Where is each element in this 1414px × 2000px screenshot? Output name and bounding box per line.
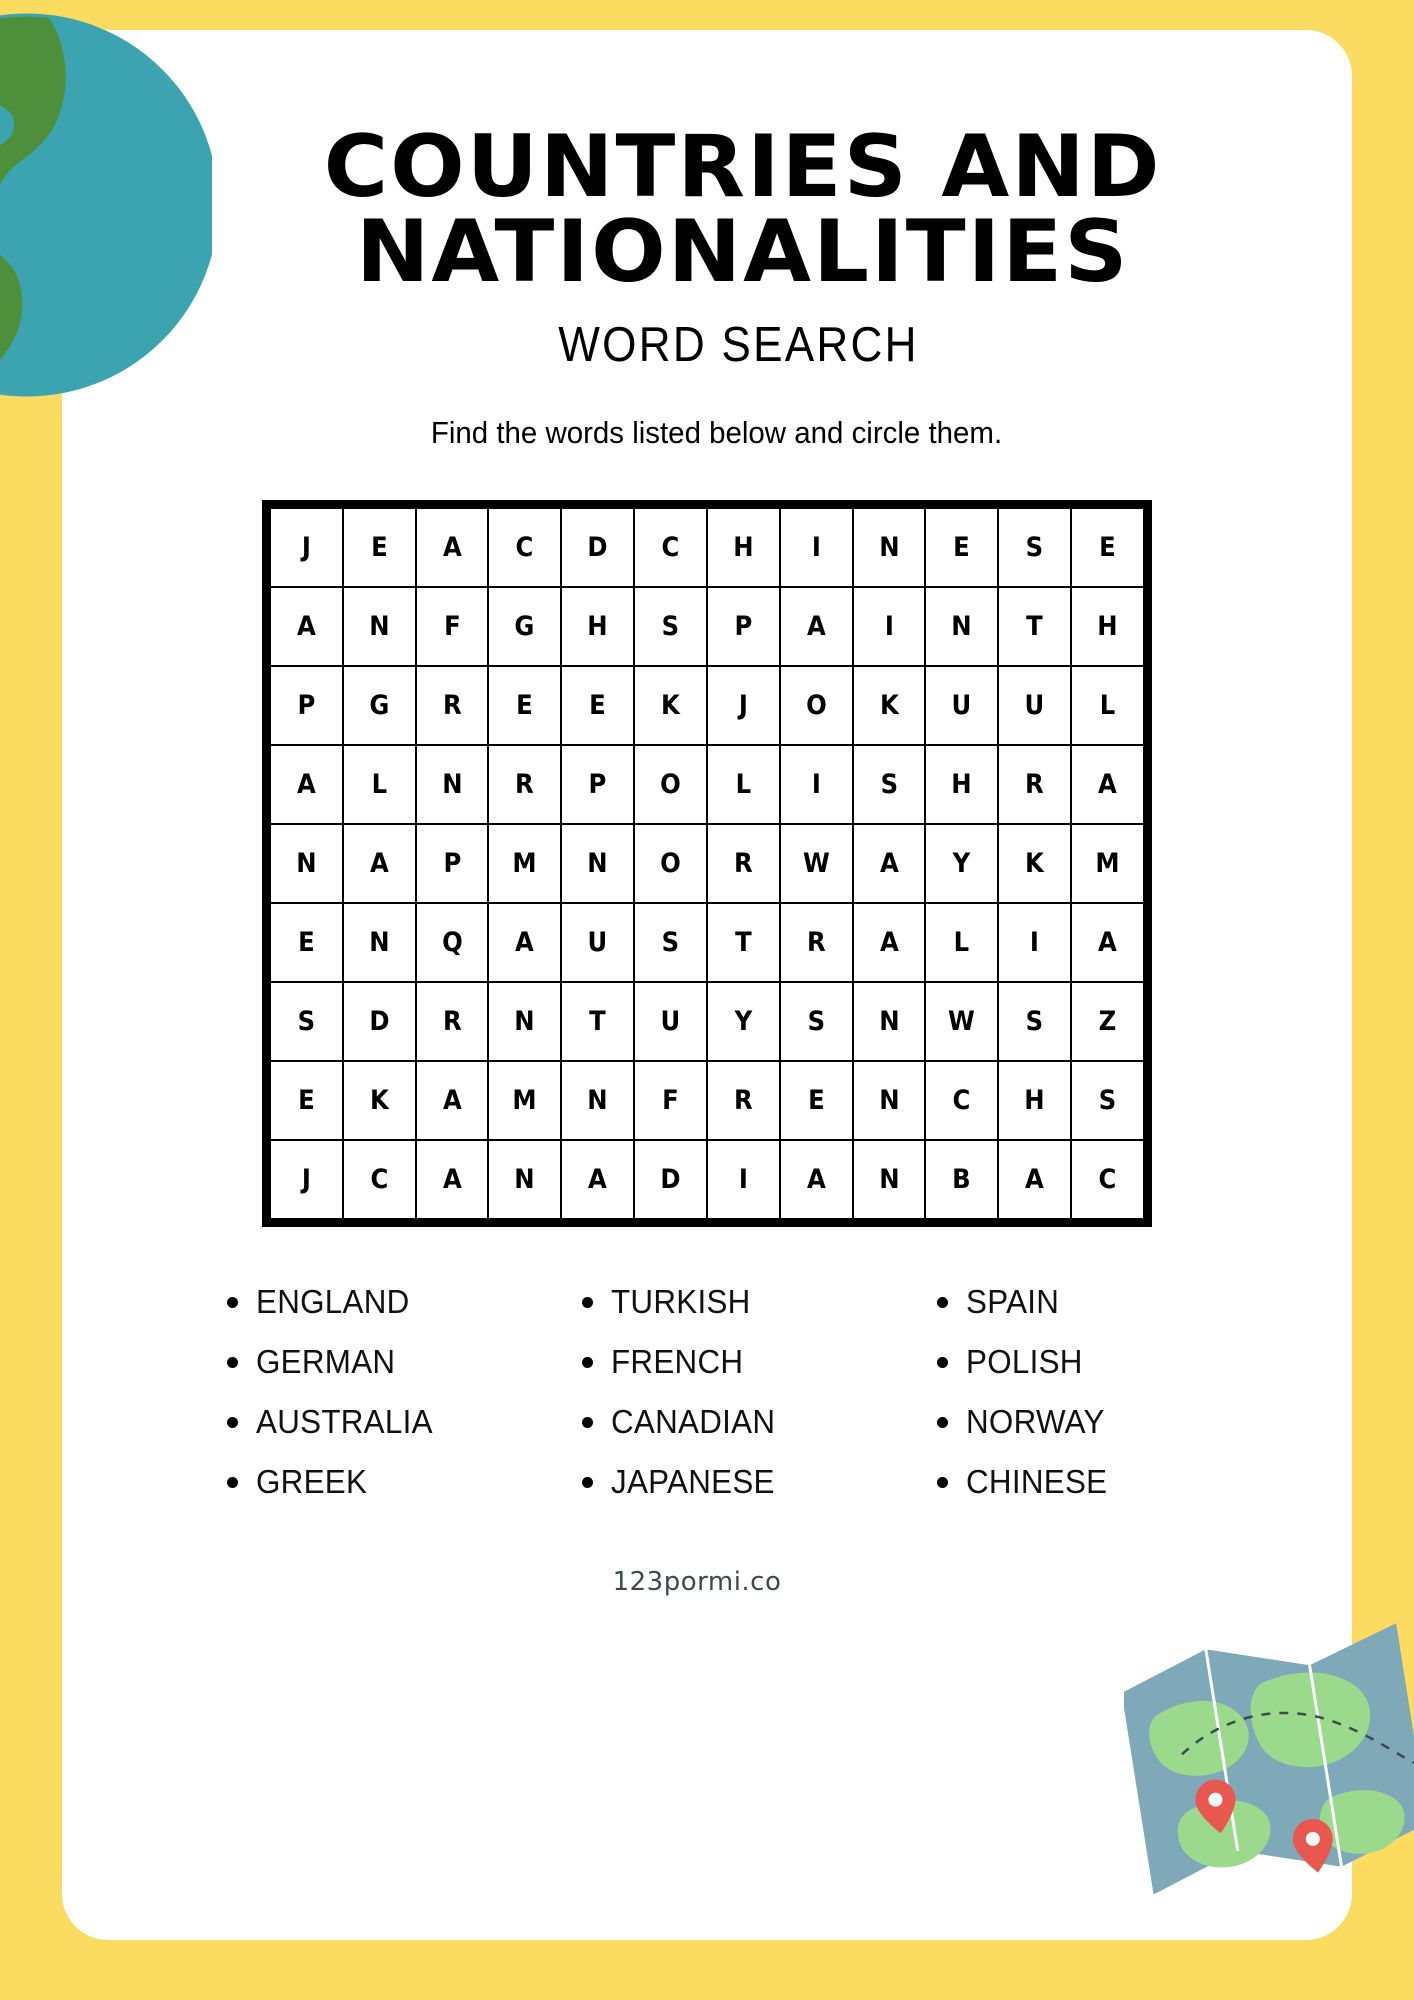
grid-cell[interactable]: P	[711, 587, 777, 666]
grid-cell[interactable]: Y	[711, 982, 777, 1061]
page-subtitle: WORD SEARCH	[558, 318, 919, 373]
grid-cell[interactable]: O	[638, 824, 704, 903]
grid-cell[interactable]: C	[346, 1140, 412, 1219]
grid-cell[interactable]: E	[274, 1061, 340, 1140]
grid-cell[interactable]: F	[419, 587, 485, 666]
grid-cell[interactable]: N	[856, 1140, 922, 1219]
grid-cell[interactable]: S	[1075, 1061, 1141, 1140]
grid-cell[interactable]: K	[856, 666, 922, 745]
grid-cell[interactable]: C	[638, 508, 704, 587]
grid-row	[270, 1061, 1144, 1140]
grid-cell[interactable]: H	[711, 508, 777, 587]
grid-cell[interactable]: A	[274, 745, 340, 824]
word-list-item[interactable]: GERMAN	[227, 1343, 477, 1381]
grid-cell[interactable]: W	[929, 982, 995, 1061]
grid-cell[interactable]: A	[1002, 1140, 1068, 1219]
grid-cell[interactable]: C	[929, 1061, 995, 1140]
grid-cell[interactable]: M	[492, 824, 558, 903]
grid-row	[270, 903, 1144, 982]
word-list-item[interactable]: CANADIAN	[582, 1403, 832, 1441]
grid-cell[interactable]: U	[565, 903, 631, 982]
grid-cell[interactable]: R	[419, 666, 485, 745]
word-list-item[interactable]: GREEK	[227, 1463, 477, 1501]
grid-cell[interactable]: T	[1002, 587, 1068, 666]
grid-cell[interactable]: U	[929, 666, 995, 745]
grid-cell[interactable]: D	[638, 1140, 704, 1219]
grid-cell[interactable]: L	[711, 745, 777, 824]
bullet-icon	[937, 1297, 948, 1308]
grid-cell[interactable]: M	[492, 1061, 558, 1140]
grid-cell[interactable]: E	[783, 1061, 849, 1140]
grid-cell[interactable]: L	[1075, 666, 1141, 745]
grid-cell[interactable]: A	[419, 1140, 485, 1219]
grid-cell[interactable]: A	[1075, 745, 1141, 824]
grid-cell[interactable]: E	[929, 508, 995, 587]
grid-cell[interactable]: Z	[1075, 982, 1141, 1061]
grid-cell[interactable]: N	[492, 1140, 558, 1219]
grid-cell[interactable]: O	[638, 745, 704, 824]
grid-cell[interactable]: N	[274, 824, 340, 903]
bullet-icon	[582, 1417, 593, 1428]
page-title	[49, 117, 1365, 303]
word-list-item[interactable]: JAPANESE	[582, 1463, 832, 1501]
grid-cell[interactable]: A	[346, 824, 412, 903]
grid-cell[interactable]: S	[856, 745, 922, 824]
grid-cell[interactable]: C	[492, 508, 558, 587]
grid-cell[interactable]: C	[1075, 1140, 1141, 1219]
word-list-item[interactable]: FRENCH	[582, 1343, 832, 1381]
grid-cell[interactable]: D	[565, 508, 631, 587]
grid-row	[270, 982, 1144, 1061]
grid-cell[interactable]: D	[346, 982, 412, 1061]
word-list-item[interactable]: CHINESE	[937, 1463, 1187, 1501]
grid-cell[interactable]: O	[783, 666, 849, 745]
grid-cell[interactable]: E	[346, 508, 412, 587]
instructions-text: Find the words listed below and circle them.	[430, 415, 1003, 451]
grid-cell[interactable]: L	[346, 745, 412, 824]
grid-row	[270, 824, 1144, 903]
word-search-grid[interactable]	[262, 500, 1152, 1227]
grid-cell[interactable]: R	[711, 1061, 777, 1140]
grid-cell[interactable]: K	[346, 1061, 412, 1140]
grid-cell[interactable]: A	[565, 1140, 631, 1219]
grid-cell[interactable]: P	[274, 666, 340, 745]
grid-cell[interactable]: A	[856, 824, 922, 903]
grid-row	[270, 745, 1144, 824]
grid-cell[interactable]: R	[711, 824, 777, 903]
grid-cell[interactable]: K	[1002, 824, 1068, 903]
grid-cell[interactable]: N	[346, 903, 412, 982]
grid-cell[interactable]: N	[856, 508, 922, 587]
grid-cell[interactable]: I	[711, 1140, 777, 1219]
word-list-column-2	[582, 1283, 832, 1501]
grid-cell[interactable]: I	[783, 508, 849, 587]
grid-cell[interactable]: S	[1002, 508, 1068, 587]
word-list-item[interactable]: TURKISH	[582, 1283, 832, 1321]
grid-cell[interactable]: G	[492, 587, 558, 666]
grid-cell[interactable]: U	[1002, 666, 1068, 745]
grid-cell[interactable]: N	[565, 1061, 631, 1140]
grid-cell[interactable]: M	[1075, 824, 1141, 903]
bullet-icon	[227, 1297, 238, 1308]
grid-cell[interactable]: A	[1075, 903, 1141, 982]
footer-site-label[interactable]: 123pormi.co	[612, 1567, 782, 1598]
grid-row	[270, 508, 1144, 587]
grid-cell[interactable]: E	[1075, 508, 1141, 587]
grid-cell[interactable]: S	[783, 982, 849, 1061]
page-title-line1: COUNTRIES AND	[323, 117, 1162, 217]
grid-cell[interactable]: B	[929, 1140, 995, 1219]
word-list-item[interactable]: SPAIN	[937, 1283, 1187, 1321]
grid-cell[interactable]: H	[929, 745, 995, 824]
bullet-icon	[582, 1477, 593, 1488]
grid-cell[interactable]: A	[419, 508, 485, 587]
grid-cell[interactable]: N	[929, 587, 995, 666]
grid-cell[interactable]: W	[783, 824, 849, 903]
grid-row	[270, 1140, 1144, 1219]
grid-row	[270, 666, 1144, 745]
grid-cell[interactable]: A	[856, 903, 922, 982]
bullet-icon	[937, 1477, 948, 1488]
grid-cell[interactable]: I	[783, 745, 849, 824]
grid-cell[interactable]: P	[419, 824, 485, 903]
grid-cell[interactable]: A	[419, 1061, 485, 1140]
grid-cell[interactable]: R	[492, 745, 558, 824]
worksheet-content	[62, 30, 1352, 1940]
grid-cell[interactable]: N	[346, 587, 412, 666]
grid-cell[interactable]: R	[1002, 745, 1068, 824]
word-list	[62, 1283, 1352, 1501]
bullet-icon	[582, 1357, 593, 1368]
word-list-item[interactable]: AUSTRALIA	[227, 1403, 477, 1441]
bullet-icon	[227, 1357, 238, 1368]
grid-cell[interactable]: N	[492, 982, 558, 1061]
grid-cell[interactable]: A	[783, 587, 849, 666]
word-list-column-1	[227, 1283, 477, 1501]
grid-cell[interactable]: F	[638, 1061, 704, 1140]
grid-cell[interactable]: Y	[929, 824, 995, 903]
grid-cell[interactable]: G	[346, 666, 412, 745]
grid-cell[interactable]: E	[565, 666, 631, 745]
grid-cell[interactable]: I	[856, 587, 922, 666]
word-list-column-3	[937, 1283, 1187, 1501]
grid-cell[interactable]: K	[638, 666, 704, 745]
grid-cell[interactable]: S	[274, 982, 340, 1061]
bullet-icon	[937, 1417, 948, 1428]
grid-cell[interactable]: R	[783, 903, 849, 982]
word-list-item[interactable]: POLISH	[937, 1343, 1187, 1381]
grid-cell[interactable]: S	[638, 903, 704, 982]
bullet-icon	[582, 1297, 593, 1308]
grid-cell[interactable]: R	[419, 982, 485, 1061]
grid-row	[270, 587, 1144, 666]
grid-cell[interactable]: J	[274, 1140, 340, 1219]
grid-cell[interactable]: P	[565, 745, 631, 824]
grid-cell[interactable]: J	[711, 666, 777, 745]
grid-cell[interactable]: H	[1002, 1061, 1068, 1140]
grid-cell[interactable]: N	[565, 824, 631, 903]
grid-cell[interactable]: E	[274, 903, 340, 982]
letter-grid-table	[269, 507, 1145, 1220]
grid-cell[interactable]: T	[565, 982, 631, 1061]
grid-cell[interactable]: Q	[419, 903, 485, 982]
grid-cell[interactable]: J	[274, 508, 340, 587]
bullet-icon	[227, 1417, 238, 1428]
word-list-item[interactable]: NORWAY	[937, 1403, 1187, 1441]
grid-cell[interactable]: S	[638, 587, 704, 666]
grid-cell[interactable]: N	[419, 745, 485, 824]
grid-cell[interactable]: I	[1002, 903, 1068, 982]
grid-cell[interactable]: T	[711, 903, 777, 982]
grid-cell[interactable]: E	[492, 666, 558, 745]
grid-cell[interactable]: N	[856, 1061, 922, 1140]
grid-cell[interactable]: A	[783, 1140, 849, 1219]
grid-cell[interactable]: S	[1002, 982, 1068, 1061]
bullet-icon	[227, 1477, 238, 1488]
bullet-icon	[937, 1357, 948, 1368]
grid-cell[interactable]: L	[929, 903, 995, 982]
page-title-line2: NATIONALITIES	[355, 202, 1130, 303]
grid-cell[interactable]: A	[274, 587, 340, 666]
grid-cell[interactable]: H	[565, 587, 631, 666]
grid-cell[interactable]: H	[1075, 587, 1141, 666]
word-list-item[interactable]: ENGLAND	[227, 1283, 477, 1321]
grid-cell[interactable]: N	[856, 982, 922, 1061]
grid-cell[interactable]: U	[638, 982, 704, 1061]
grid-cell[interactable]: A	[492, 903, 558, 982]
